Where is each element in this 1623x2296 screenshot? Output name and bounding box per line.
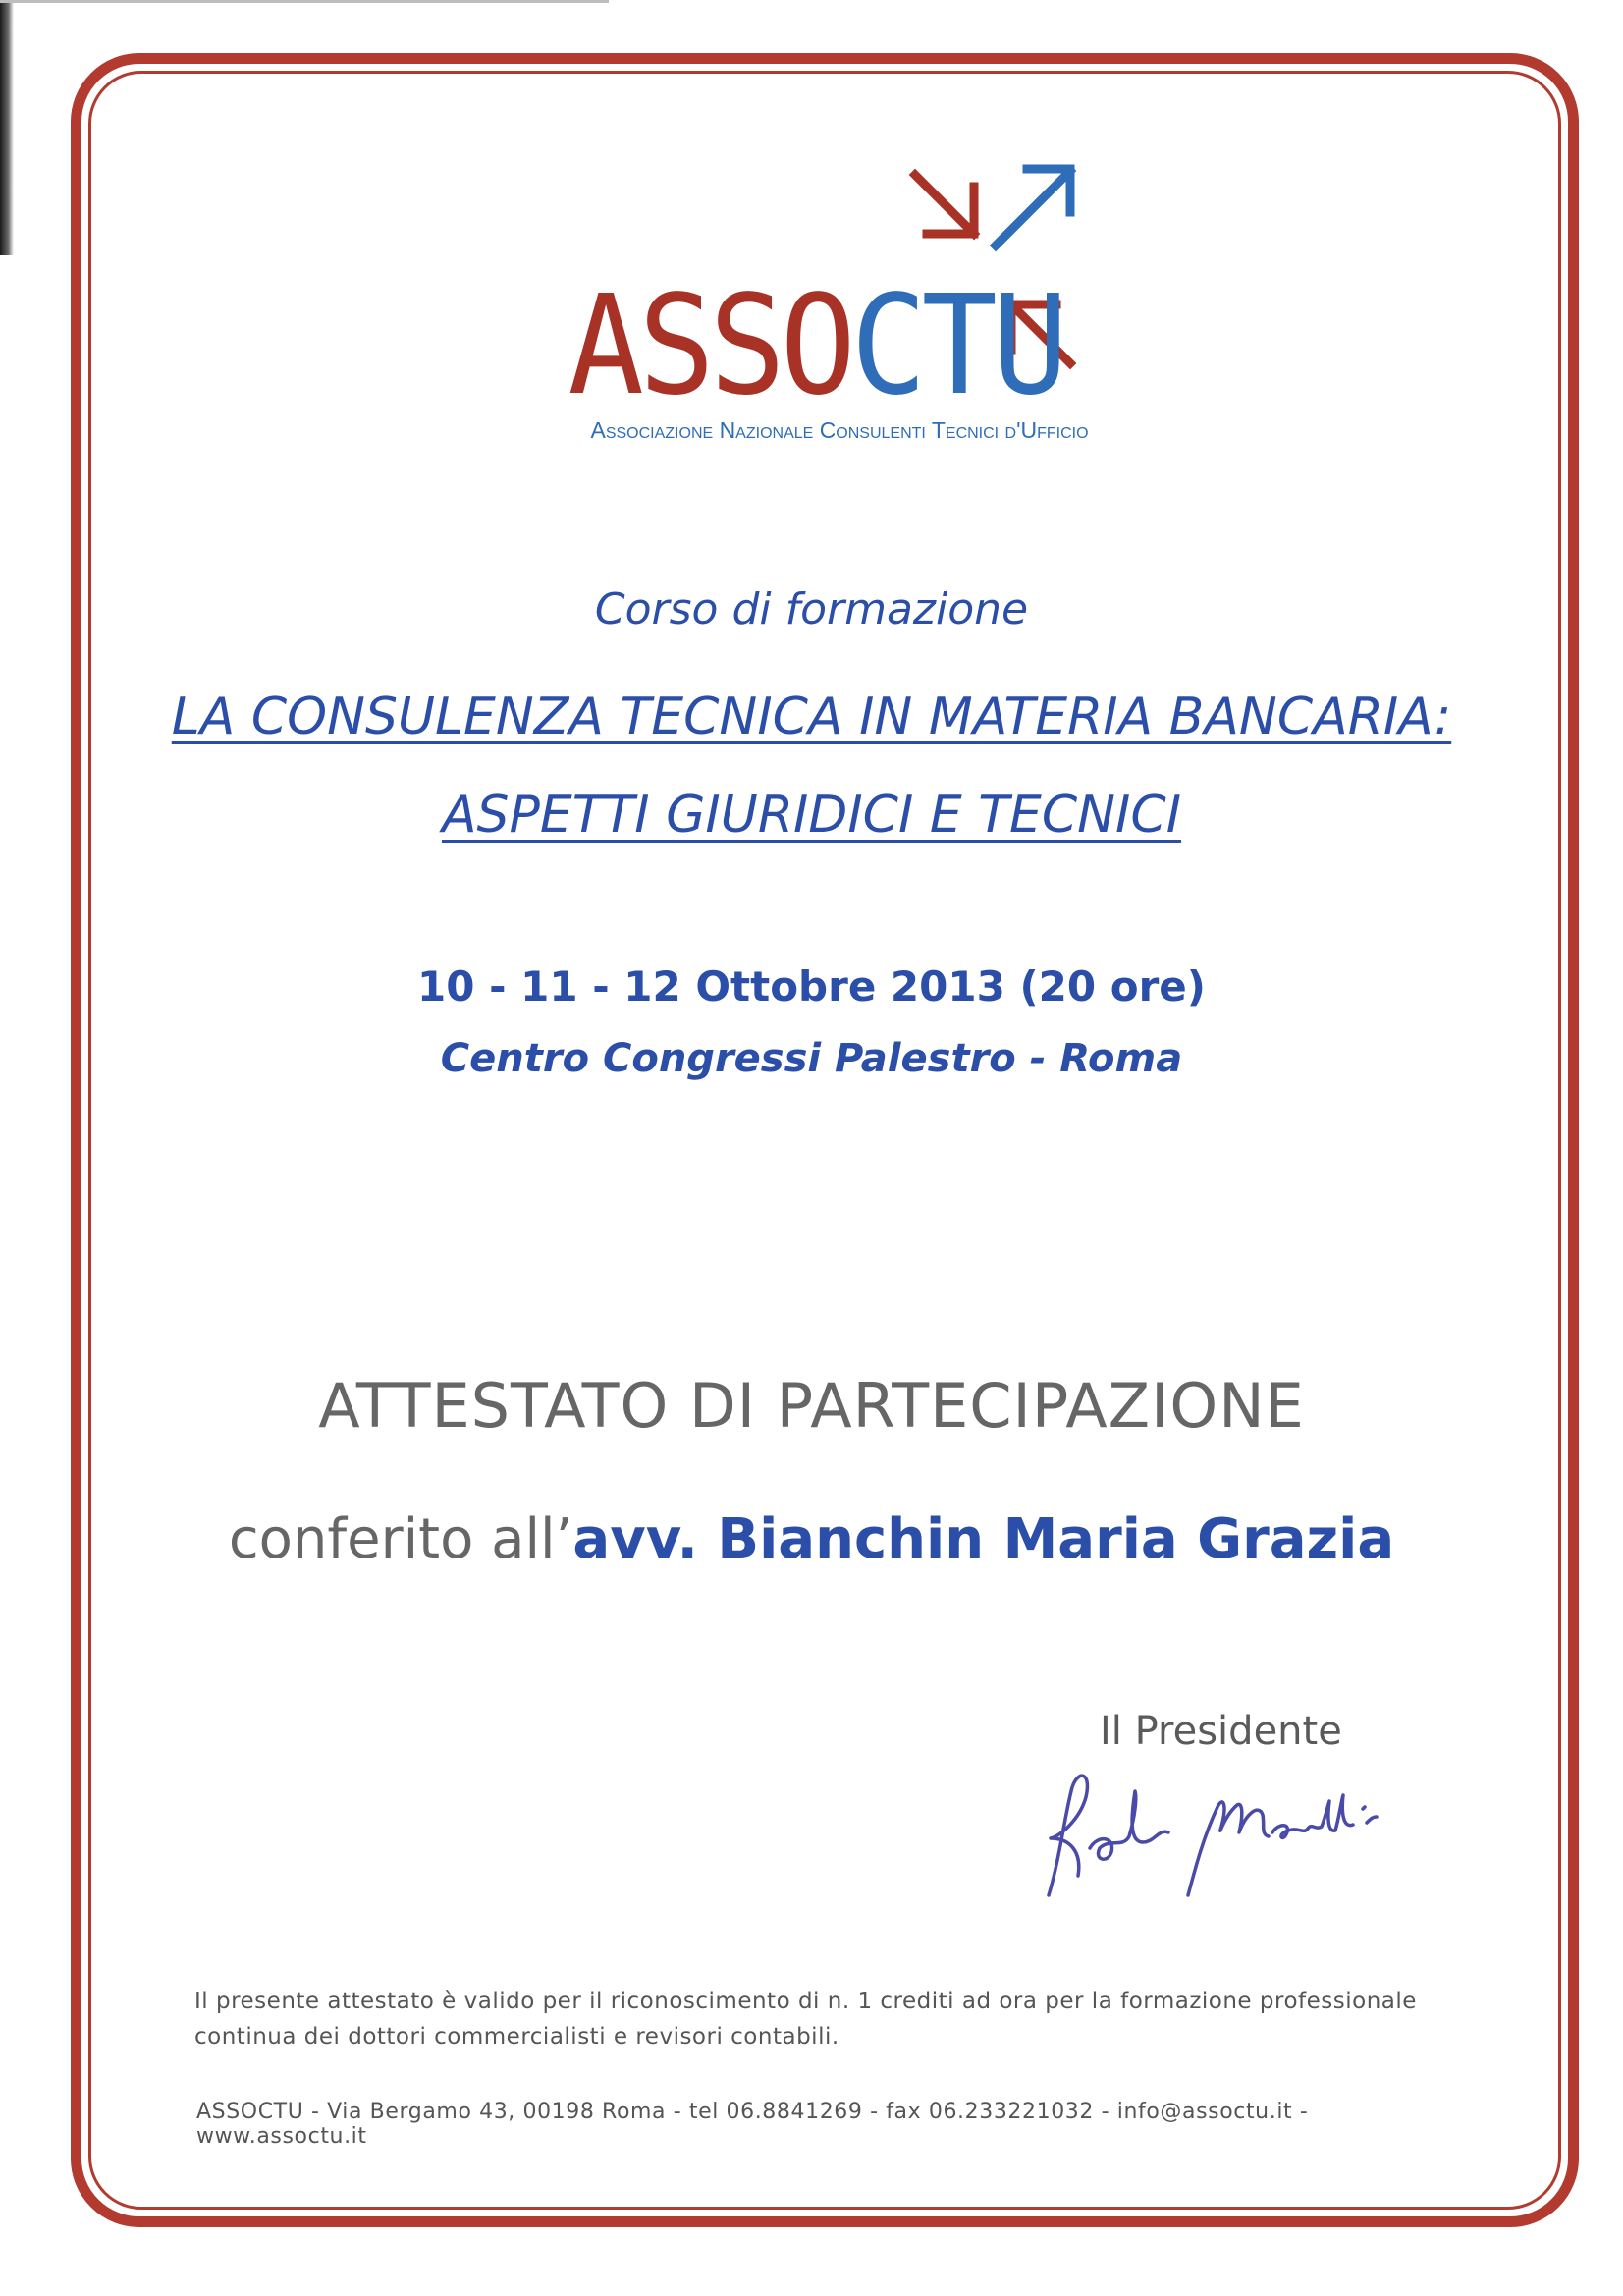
recipient-name: avv. Bianchin Maria Grazia bbox=[572, 1507, 1395, 1571]
assoctu-logo bbox=[550, 147, 1139, 442]
conferred-prefix: conferito all’ bbox=[228, 1507, 573, 1571]
conferred-line bbox=[0, 1507, 1623, 1571]
logo-wordmark bbox=[568, 265, 1062, 425]
logo-wordmark-red: ASSO bbox=[568, 264, 851, 426]
course-venue: Centro Congressi Palestro - Roma bbox=[440, 1036, 1183, 1081]
validity-note: Il presente attestato è valido per il riconoscimento di n. 1 crediti ad ora per la formazione professionale continua dei dottori commercialisti e revisori contabili. bbox=[194, 1989, 1417, 2050]
course-title-line1: LA CONSULENZA TECNICA IN MATERIA BANCARIA: bbox=[171, 687, 1452, 746]
certificate-title: ATTESTATO DI PARTECIPAZIONE bbox=[318, 1370, 1305, 1442]
course-title-line2: ASPETTI GIURIDICI E TECNICI bbox=[441, 786, 1182, 845]
signatory-role: Il Presidente bbox=[1100, 1709, 1342, 1754]
scan-top-edge bbox=[0, 0, 609, 3]
logo-subtitle: Associazione Nazionale Consulenti Tecnici d'Ufficio bbox=[590, 417, 1089, 442]
course-label: Corso di formazione bbox=[594, 584, 1029, 634]
scan-edge-shadow bbox=[0, 0, 14, 255]
contact-footer: ASSOCTU - Via Bergamo 43, 00198 Roma - tel 06.8841269 - fax 06.233221032 - info@assoctu.it - www.assoctu.it bbox=[196, 2100, 1309, 2149]
president-signature bbox=[1021, 1758, 1394, 1905]
course-dates: 10 - 11 - 12 Ottobre 2013 (20 ore) bbox=[417, 962, 1206, 1011]
logo-wordmark-blue: CTU bbox=[850, 264, 1063, 426]
